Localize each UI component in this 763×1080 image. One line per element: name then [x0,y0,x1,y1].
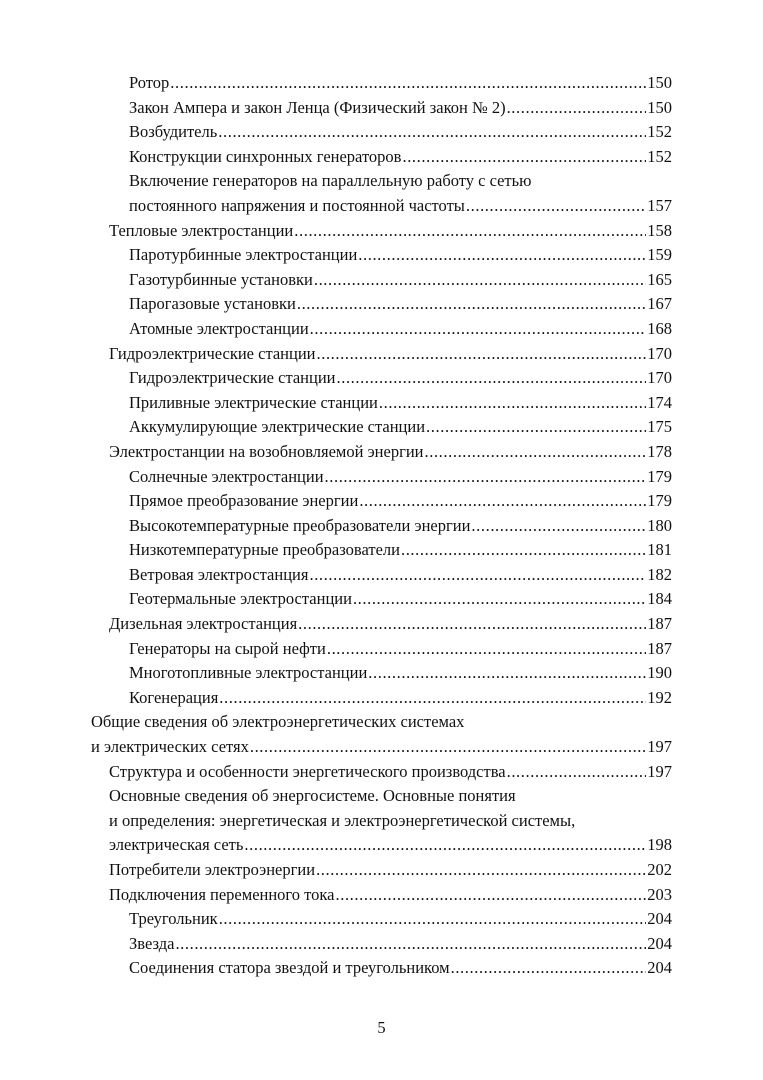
toc-entry-page: 184 [647,589,672,609]
dot-leader [317,342,647,367]
toc-entry[interactable] [0,71,763,96]
toc-entry[interactable] [0,735,763,760]
dot-leader [451,956,647,981]
toc-entry-page: 152 [647,122,672,142]
toc-entry-page: 168 [647,318,672,338]
toc-entry[interactable] [0,809,763,834]
toc-entry-page: 170 [647,343,672,363]
toc-entry[interactable] [0,169,763,194]
toc-entry[interactable] [0,784,763,809]
toc-entry[interactable] [0,710,763,735]
toc-entry[interactable] [0,440,763,465]
dot-leader [425,440,647,465]
toc-entry[interactable] [0,956,763,981]
toc-entry-line [109,833,672,858]
dot-leader [426,415,646,440]
toc-entry[interactable] [0,145,763,170]
toc-entry-page: 150 [647,73,672,92]
toc-entry-line [129,932,672,957]
toc-entry-title: Геотермальные электростанции [129,589,352,609]
toc-entry-page: 180 [647,515,672,535]
dot-leader [309,563,646,588]
toc-entry-title: Солнечные электростанции [129,466,324,486]
dot-leader [294,219,646,244]
toc-entry-title: Включение генераторов на параллельную работу с сетью [129,171,532,191]
toc-entry[interactable] [0,637,763,662]
toc-entry[interactable] [0,342,763,367]
dot-leader [219,907,647,932]
dot-leader [175,932,646,957]
toc-entry[interactable] [0,219,763,244]
toc-entry-title: Прямое преобразование энергии [129,491,359,511]
toc-entry[interactable] [0,96,763,121]
toc-entry-page: 204 [647,933,672,953]
toc-entry-title: Конструкции синхронных генераторов [129,146,402,166]
toc-entry-line [109,858,672,883]
toc-entry[interactable] [0,563,763,588]
toc-entry-page: 174 [647,392,672,412]
toc-entry[interactable] [0,366,763,391]
dot-leader [507,760,647,785]
toc-entry-page: 204 [647,909,672,929]
toc-entry-title: Подключения переменного тока [109,884,335,904]
toc-entry-page: 197 [647,761,672,781]
dot-leader [310,317,647,342]
toc-entry-page: 165 [647,269,672,289]
toc-entry[interactable] [0,243,763,268]
toc-entry-page: 182 [647,564,672,584]
dot-leader [353,587,646,612]
toc-entry[interactable] [0,661,763,686]
dot-leader [336,883,647,908]
toc-entry-line [129,514,672,539]
toc-entry[interactable] [0,514,763,539]
toc-entry-title: Аккумулирующие электрические станции [129,417,426,437]
toc-entry-title: Ротор [129,73,170,92]
dot-leader [170,71,646,96]
toc-entry-line [129,563,672,588]
toc-entry-page: 150 [647,97,672,117]
dot-leader [219,686,646,711]
toc-entry-line [129,243,672,268]
toc-entry[interactable] [0,932,763,957]
toc-entry-page: 167 [647,294,672,314]
dot-leader [250,735,646,760]
toc-entry-line [129,661,672,686]
toc-entry-title: Атомные электростанции [129,318,309,338]
toc-entry[interactable] [0,292,763,317]
toc-entry-title: Структура и особенности энергетического производства [109,761,506,781]
toc-entry-title: Газотурбинные установки [129,269,313,289]
toc-entry-page: 170 [647,368,672,388]
toc-entry-line [129,145,672,170]
toc-entry-title: Звезда [129,933,175,953]
dot-leader [298,612,646,637]
toc-entry-title: и определения: энергетическая и электроэнергетической системы, [109,810,576,830]
toc-entry-line [129,268,672,293]
toc-entry-title: Гидроэлектрические станции [109,343,316,363]
toc-entry-title: Закон Ампера и закон Ленца (Физический закон № 2) [129,97,506,117]
dot-leader [358,243,646,268]
toc-entry-page: 190 [647,663,672,683]
toc-entry-line [129,194,672,219]
dot-leader [218,120,646,145]
toc-entry-title: Общие сведения об электроэнергетических системах [91,712,465,732]
toc-entry-line [129,415,672,440]
toc-entry[interactable] [0,465,763,490]
toc-entry[interactable] [0,883,763,908]
toc-entry-line [129,587,672,612]
dot-leader [316,858,646,883]
toc-entry[interactable] [0,391,763,416]
dot-leader [314,268,646,293]
toc-entry-page: 181 [647,540,672,560]
toc-entry-page: 179 [647,466,672,486]
toc-entry-line [129,169,531,194]
toc-entry-line [129,120,672,145]
toc-entry-line [109,342,672,367]
toc-entry-title: Электростанции на возобновляемой энергии [109,441,424,461]
dot-leader [466,194,646,219]
table-of-contents [0,71,763,981]
toc-entry-page: 152 [647,146,672,166]
toc-entry-page: 204 [647,958,672,978]
toc-entry[interactable] [0,268,763,293]
toc-entry-title: Когенерация [129,687,219,707]
toc-entry-title: Потребители электроэнергии [109,860,316,879]
toc-entry-title: и электрических сетях [91,737,249,757]
toc-entry-line [109,219,672,244]
dot-leader [327,637,646,662]
toc-entry[interactable] [0,760,763,785]
toc-entry-page: 158 [647,220,672,240]
toc-entry[interactable] [0,833,763,858]
toc-entry-page: 187 [647,638,672,658]
toc-entry[interactable] [0,686,763,711]
toc-entry[interactable] [0,317,763,342]
toc-entry-line [109,883,672,908]
toc-entry-line [129,292,672,317]
toc-entry-page: 187 [647,614,672,634]
toc-entry[interactable] [0,612,763,637]
toc-entry-title: Многотопливные электростанции [129,663,368,683]
toc-entry-page: 203 [647,884,672,904]
toc-entry[interactable] [0,489,763,514]
toc-entry-title: Дизельная электростанция [109,614,298,634]
toc-entry-page: 192 [647,687,672,707]
dot-leader [337,366,647,391]
toc-entry-line [109,760,672,785]
dot-leader [507,96,647,121]
toc-entry[interactable] [0,194,763,219]
toc-entry[interactable] [0,587,763,612]
toc-entry[interactable] [0,415,763,440]
toc-entry-line [129,366,672,391]
toc-entry-page: 198 [647,835,672,855]
toc-entry-title: Паротурбинные электростанции [129,245,358,265]
dot-leader [325,465,647,490]
dot-leader [244,833,646,858]
dot-leader [402,145,646,170]
toc-entry-page: 175 [647,417,672,437]
toc-entry-page: 202 [647,860,672,879]
toc-entry-title: Низкотемпературные преобразователи [129,540,400,560]
toc-entry[interactable] [0,120,763,145]
dot-leader [297,292,646,317]
toc-entry-line [129,71,672,96]
toc-entry[interactable] [0,907,763,932]
toc-entry-title: Парогазовые установки [129,294,296,314]
toc-entry-page: 197 [647,737,672,757]
toc-entry-page: 178 [647,441,672,461]
toc-entry-line [129,538,672,563]
dot-leader [471,514,646,539]
toc-entry-page: 159 [647,245,672,265]
toc-entry-title: Треугольник [129,909,218,929]
toc-entry-page: 179 [647,491,672,511]
toc-entry-line [129,317,672,342]
toc-entry-line [129,489,672,514]
page-number: 5 [377,1018,386,1037]
toc-entry-line [129,907,672,932]
toc-entry-title: Основные сведения об энергосистеме. Основные понятия [109,786,516,806]
toc-entry-line [129,465,672,490]
toc-entry-line [129,686,672,711]
toc-entry-title: электрическая сеть [109,835,244,855]
toc-entry-line [129,96,672,121]
toc-entry-line [109,809,575,834]
toc-entry-title: постоянного напряжения и постоянной частоты [129,195,465,215]
toc-entry-line [91,710,464,735]
toc-entry-title: Приливные электрические станции [129,392,378,412]
toc-entry-title: Ветровая электростанция [129,564,309,584]
toc-entry-line [129,956,672,981]
dot-leader [359,489,646,514]
toc-entry-title: Тепловые электростанции [109,220,294,240]
toc-entry-line [109,440,672,465]
toc-entry-page: 157 [647,195,672,215]
dot-leader [401,538,646,563]
toc-entry-line [109,612,672,637]
toc-entry-title: Высокотемпературные преобразователи энергии [129,515,471,535]
dot-leader [368,661,646,686]
toc-entry-line [129,391,672,416]
toc-entry-line [109,784,516,809]
dot-leader [379,391,646,416]
toc-entry-line [91,735,672,760]
toc-entry[interactable] [0,858,763,883]
toc-entry-title: Возбудитель [129,122,218,142]
toc-entry-line [129,637,672,662]
toc-entry-title: Гидроэлектрические станции [129,368,336,388]
toc-entry-title: Генераторы на сырой нефти [129,638,326,658]
toc-entry-title: Соединения статора звездой и треугольником [129,958,450,978]
toc-entry[interactable] [0,538,763,563]
